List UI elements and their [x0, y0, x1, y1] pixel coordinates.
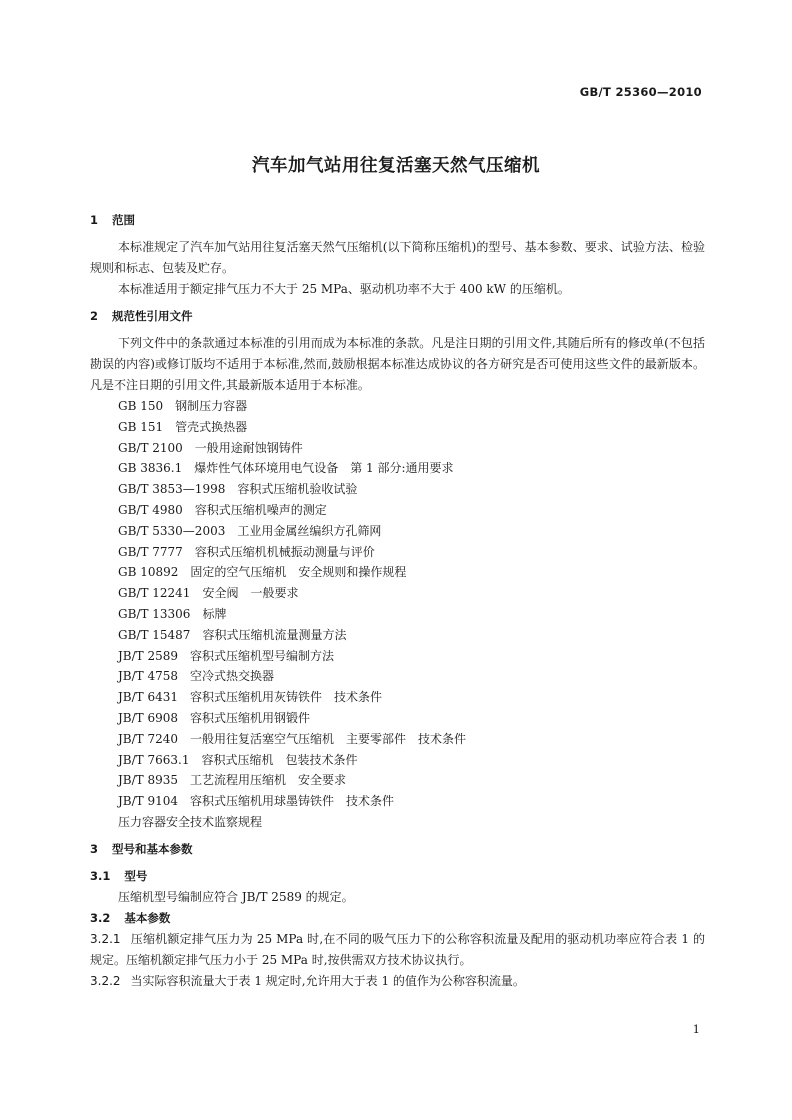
subsection-title: 型号 — [124, 868, 148, 883]
reference-item: GB/T 15487 容积式压缩机流量测量方法 — [118, 627, 347, 642]
clause-number: 3.2.2 — [90, 973, 121, 988]
reference-item: GB/T 3853—1998 容积式压缩机验收试验 — [118, 482, 358, 497]
section-title: 规范性引用文件 — [112, 309, 193, 323]
document-title: 汽车加气站用往复活塞天然气压缩机 — [252, 156, 540, 176]
section-number: 2 — [90, 309, 99, 323]
standard-code: GB/T 25360—2010 — [579, 85, 702, 99]
section-3-heading — [90, 839, 705, 860]
reference-item: JB/T 2589 容积式压缩机型号编制方法 — [118, 648, 335, 663]
document-body — [90, 210, 705, 992]
reference-list — [90, 396, 705, 833]
reference-item: GB 3836.1 爆炸性气体环境用电气设备 第 1 部分:通用要求 — [118, 461, 454, 476]
subsection-3-2-heading — [90, 908, 705, 929]
subsection-3-1-heading — [90, 866, 705, 887]
section-number: 3 — [90, 841, 99, 856]
scope-paragraph-2: 本标准适用于额定排气压力不大于 25 MPa、驱动机功率不大于 400 kW 的压缩机。 — [118, 282, 570, 296]
subsection-number: 3.2 — [90, 910, 111, 925]
section-1-heading — [90, 210, 705, 231]
references-intro-paragraph: 下列文件中的条款通过本标准的引用而成为本标准的条款。凡是注日期的引用文件,其随后所有的修改单(不包括勘误的内容)或修订版均不适用于本标准,然而,鼓励根据本标准达成协议的各方研究是否可使用这些文件的最新版本。凡是不注日期的引用文件,其最新版本适用于本标准。 — [90, 336, 705, 392]
subsection-title: 基本参数 — [124, 910, 171, 925]
reference-item: JB/T 8935 工艺流程用压缩机 安全要求 — [118, 773, 347, 788]
reference-item: JB/T 7240 一般用往复活塞空气压缩机 主要零部件 技术条件 — [118, 731, 467, 746]
clause-text: 压缩机额定排气压力为 25 MPa 时,在不同的吸气压力下的公称容积流量及配用的驱动机功率应符合表 1 的规定。压缩机额定排气压力小于 25 MPa 时,按供需双方技术协议执行。 — [90, 931, 705, 967]
clause-text: 当实际容积流量大于表 1 规定时,允许用大于表 1 的值作为公称容积流量。 — [130, 973, 525, 988]
page-number: 1 — [692, 1022, 700, 1036]
reference-item: GB/T 12241 安全阀 一般要求 — [118, 586, 299, 601]
reference-item: GB 150 钢制压力容器 — [118, 399, 248, 413]
subsection-3-1-text: 压缩机型号编制应符合 JB/T 2589 的规定。 — [118, 889, 354, 904]
section-title: 范围 — [112, 213, 136, 227]
clause-3-2-2 — [90, 971, 705, 992]
reference-item: GB 151 管壳式换热器 — [118, 419, 248, 434]
reference-item: GB/T 2100 一般用途耐蚀钢铸件 — [118, 440, 303, 455]
reference-item: JB/T 9104 容积式压缩机用球墨铸铁件 技术条件 — [118, 794, 395, 809]
reference-item: 压力容器安全技术监察规程 — [118, 814, 263, 829]
reference-item: JB/T 4758 空冷式热交换器 — [118, 669, 275, 684]
reference-item: GB/T 4980 容积式压缩机噪声的测定 — [118, 502, 327, 517]
section-number: 1 — [90, 213, 99, 227]
section-title: 型号和基本参数 — [112, 841, 193, 856]
reference-item: JB/T 6431 容积式压缩机用灰铸铁件 技术条件 — [118, 690, 383, 705]
reference-item: JB/T 6908 容积式压缩机用钢锻件 — [118, 710, 311, 725]
subsection-number: 3.1 — [90, 868, 111, 883]
reference-item: GB 10892 固定的空气压缩机 安全规则和操作规程 — [118, 565, 407, 580]
scope-paragraph-1: 本标准规定了汽车加气站用往复活塞天然气压缩机(以下简称压缩机)的型号、基本参数、要求、试验方法、检验规则和标志、包装及贮存。 — [90, 240, 705, 275]
reference-item: GB/T 7777 容积式压缩机机械振动测量与评价 — [118, 544, 375, 559]
clause-number: 3.2.1 — [90, 931, 121, 946]
reference-item: GB/T 5330—2003 工业用金属丝编织方孔筛网 — [118, 523, 382, 538]
reference-item: JB/T 7663.1 容积式压缩机 包装技术条件 — [118, 752, 358, 767]
reference-item: GB/T 13306 标牌 — [118, 606, 227, 621]
section-2-heading — [90, 306, 705, 327]
clause-3-2-1 — [90, 929, 705, 971]
